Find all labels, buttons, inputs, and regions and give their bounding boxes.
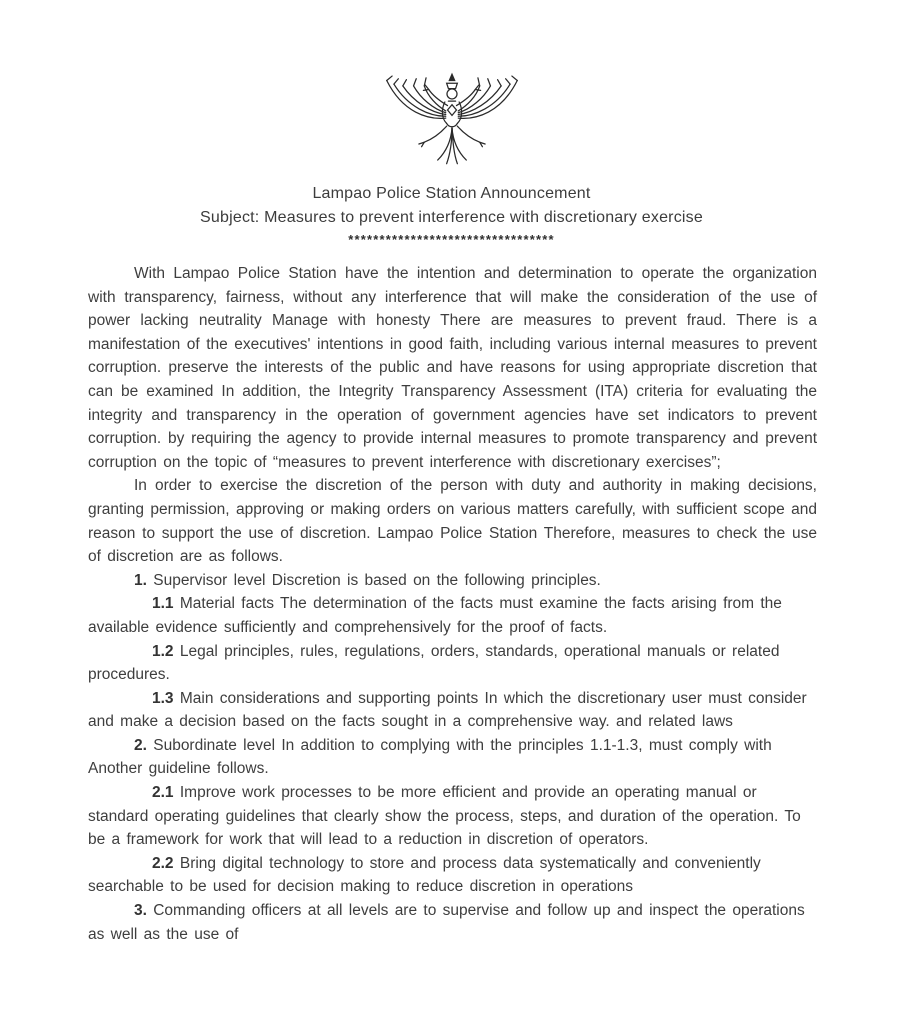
paragraph-text: Material facts The determination of the facts must examine the facts arising from the available evidence sufficiently and comprehensively for the proof of facts. [88, 595, 782, 636]
paragraph [88, 592, 817, 639]
document-body [88, 262, 817, 946]
paragraph [88, 781, 817, 852]
paragraph [88, 474, 817, 568]
paragraph [88, 899, 817, 946]
paragraph [88, 734, 817, 781]
garuda-emblem-icon [376, 70, 528, 176]
paragraph-text: Bring digital technology to store and process data systematically and conveniently searchable to be used for decision making to reduce discretion in operations [88, 854, 761, 896]
title-block [0, 182, 903, 247]
paragraph [88, 640, 817, 687]
paragraph-text: Improve work processes to be more efficient and provide an operating manual or standard operating guidelines that clearly show the process, steps, and duration of the operation. To be a framework for work that will lead to a reduction in discretion of operators. [88, 784, 801, 849]
paragraph-text: Commanding officers at all levels are to supervise and follow up and inspect the operations as well as the use of [88, 902, 805, 943]
document-subject: Subject: Measures to prevent interference with discretionary exercise [200, 209, 703, 226]
item-number: 1.2 [152, 642, 180, 660]
item-number: 1.3 [152, 689, 180, 707]
paragraph [88, 262, 817, 474]
paragraph-text: Main considerations and supporting points In which the discretionary user must consider and make a decision based on the facts sought in a comprehensive way. and related laws [88, 689, 807, 731]
paragraph-text: Supervisor level Discretion is based on the following principles. [153, 571, 601, 589]
paragraph [88, 852, 817, 899]
item-number: 1.1 [152, 595, 180, 613]
item-number: 2.1 [152, 784, 180, 802]
item-number: 1. [134, 571, 154, 589]
paragraph-text: In order to exercise the discretion of the person with duty and authority in making decisions, granting permission, approving or making orders on various matters carefully, with sufficient scope and reason to support the use of discretion. Lampao Police Station Therefore, measures to check the use of discretion are as follows. [88, 477, 817, 566]
item-number: 2. [134, 736, 154, 754]
document-title: Lampao Police Station Announcement [312, 185, 591, 202]
item-number: 3. [134, 902, 154, 920]
paragraph-text: Subordinate level In addition to complying with the principles 1.1-1.3, must comply with Another guideline follows. [88, 736, 772, 778]
emblem-container [0, 70, 903, 180]
asterisk-divider: ********************************* [348, 232, 555, 247]
item-number: 2.2 [152, 854, 180, 872]
paragraph [88, 569, 817, 593]
paragraph-text: With Lampao Police Station have the intention and determination to operate the organization with transparency, fairness, without any interference that will make the consideration of the use of power lacking neutrality Manage with honesty There are measures to prevent fraud. There is a manifestation of the executives' intentions in good faith, including various internal measures to prevent corruption. preserve the interests of the public and have reasons for using appropriate discretion that can be examined In addition, the Integrity Transparency Assessment (ITA) criteria for evaluating the integrity and transparency in the operation of government agencies have set indicators to prevent corruption. by requiring the agency to provide internal measures to promote transparency and prevent corruption on the topic of “measures to prevent interference with discretionary exercises”; [88, 265, 817, 471]
paragraph [88, 687, 817, 734]
paragraph-text: Legal principles, rules, regulations, orders, standards, operational manuals or related procedures. [88, 642, 780, 684]
